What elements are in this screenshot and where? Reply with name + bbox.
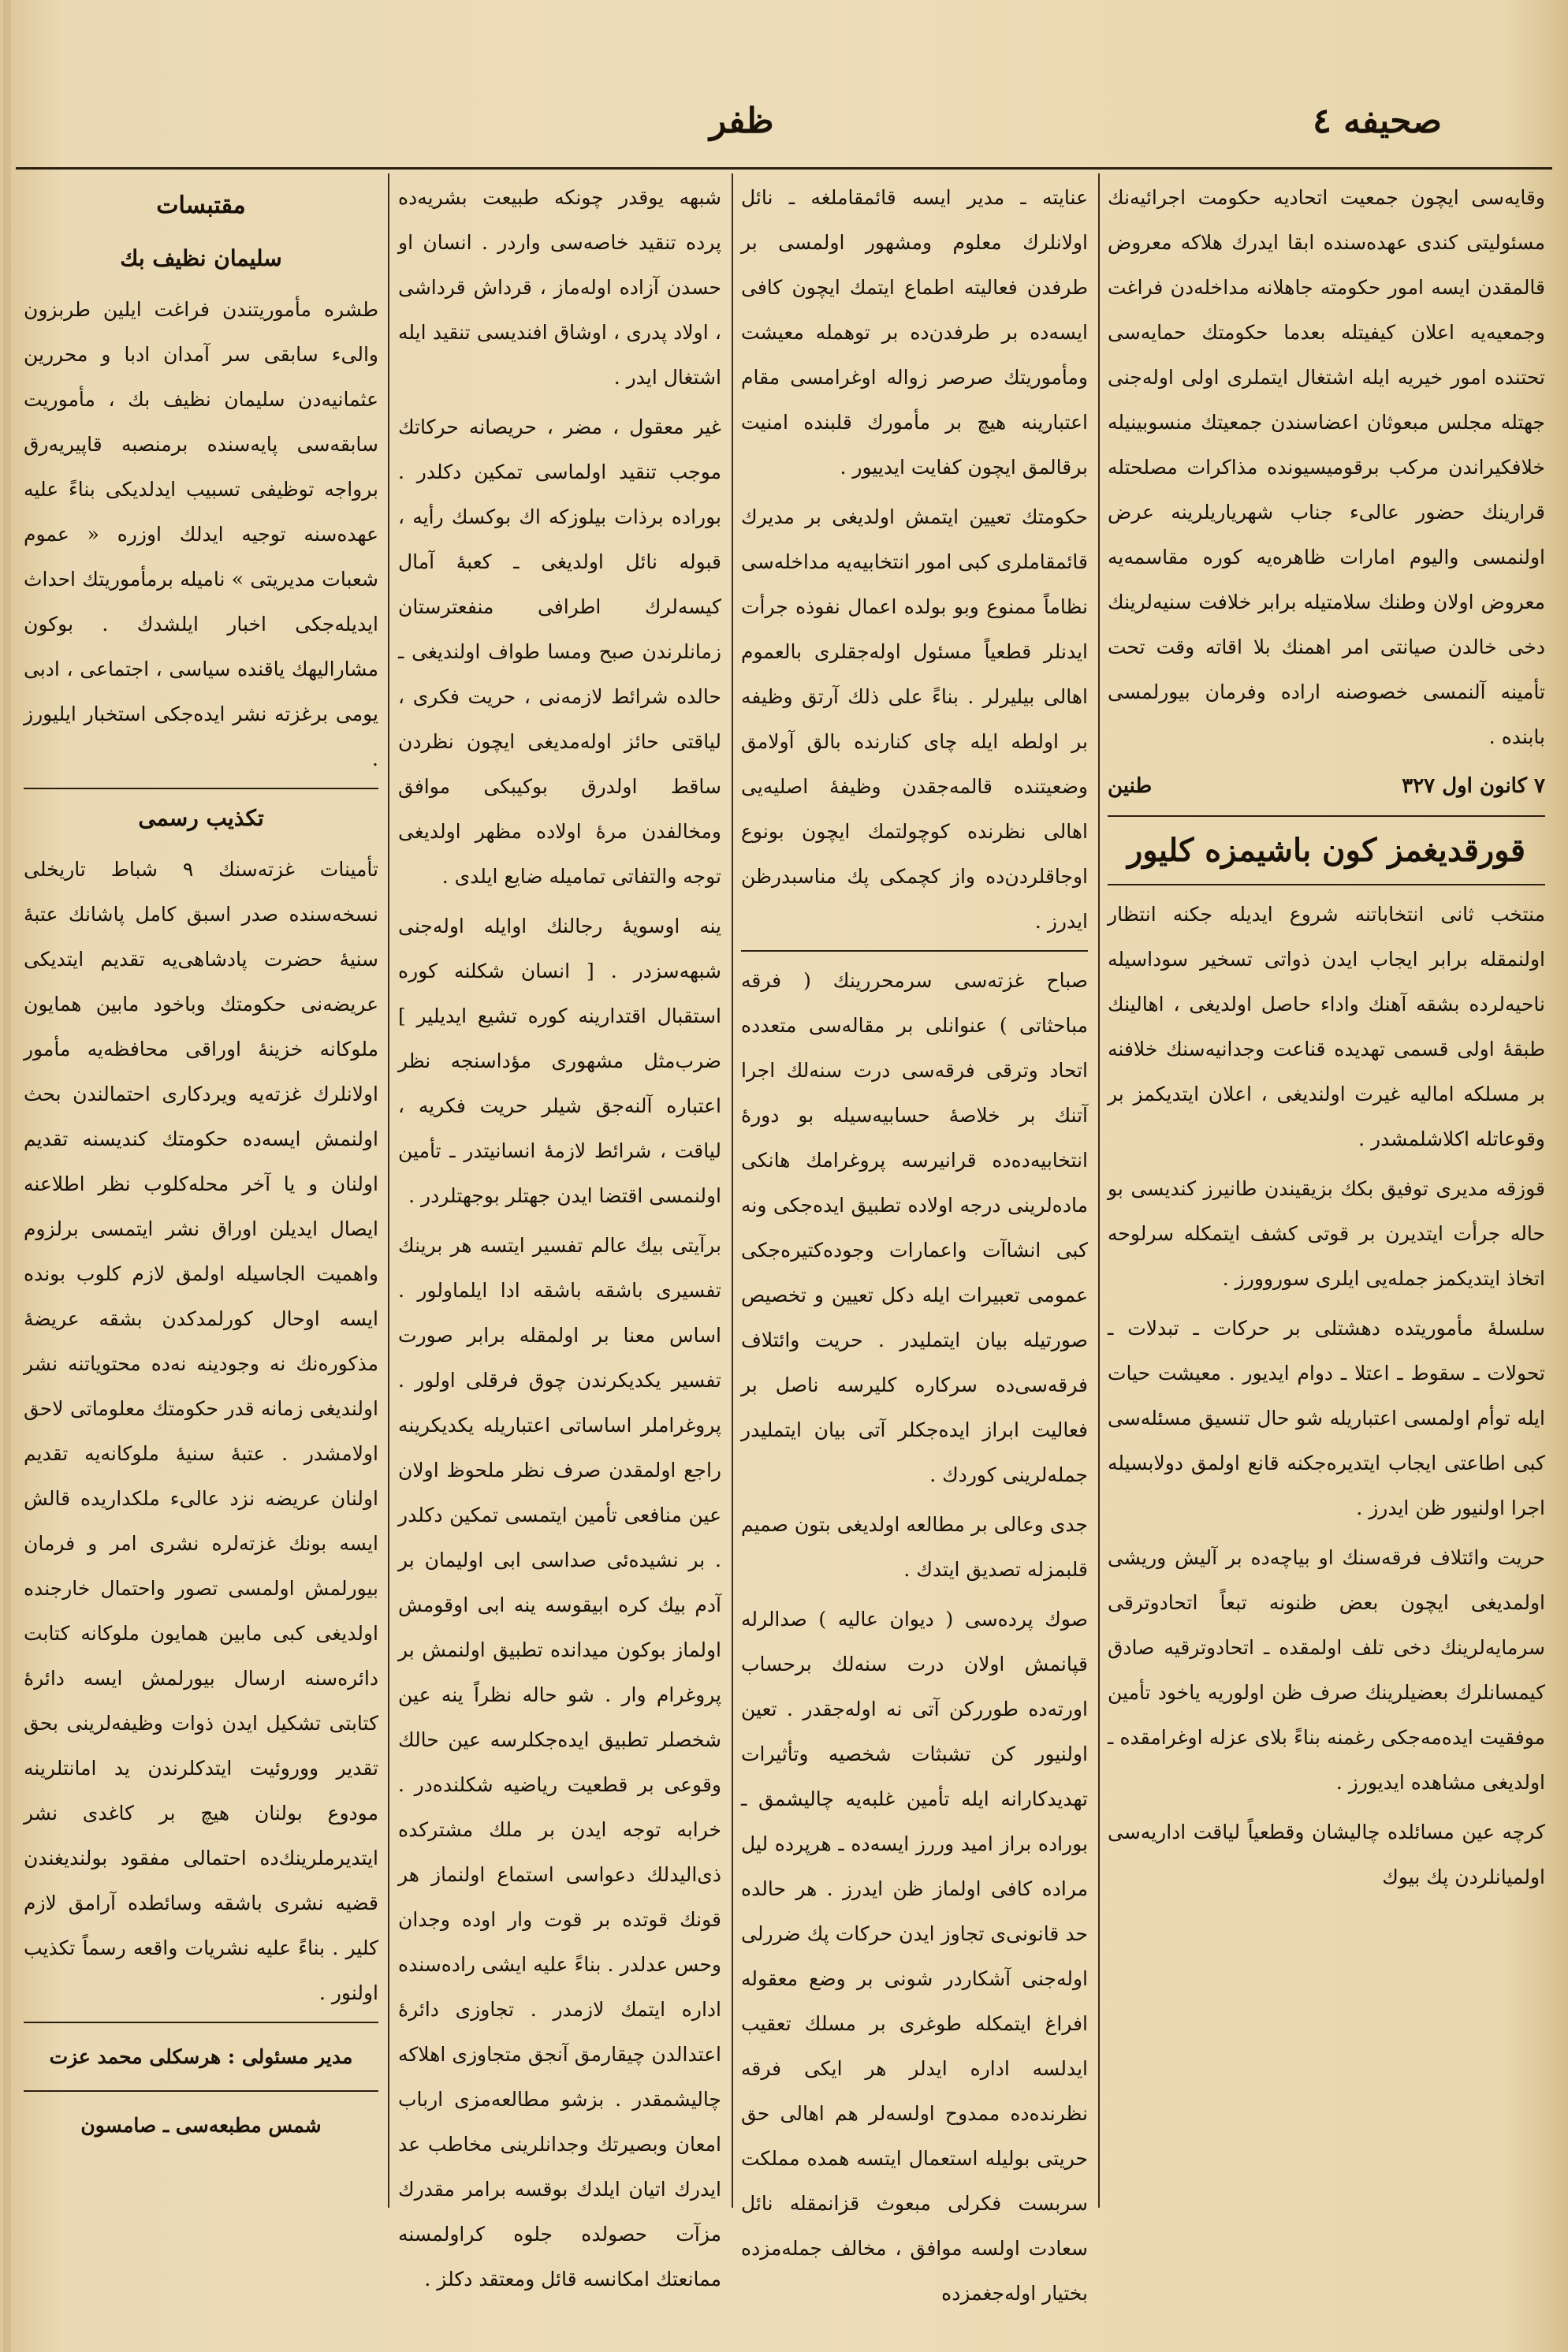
section-rule — [24, 788, 378, 789]
column-4 — [24, 175, 378, 2159]
article-paragraph: تأمینات غزته‌سنك ۹ شباط تاریخلی نسخه‌سنده صدر اسبق کامل پاشانك عتبهٔ سنیهٔ حضرت پادشاهی‌یه تقدیم ایتدیکی عریضه‌نی حکومتك وباخود مابین همایون ملوکانه خزینهٔ اوراقی محافظه‌یه مأمور اولانلرك غزته‌یه ویردکاری احتمالندن بحث اولنمش ایسه‌ده حکومتك کندیسنه تقدیم اولنان و یا آخر محله‌کلوب نظر اطلاعنه ایصال ایدیلن اوراق نشر ایتمسی برلزوم واهمیت الجاسیله اولمق لازم کلوب بونده ایسه اوحال کورلمدکدن بشقه عریضهٔ مذکوره‌نك نه وجودینه نه‌ده محتویاتنه نشر اولندیغی زمانه قدر حکومتك معلوماتی لاحق اولامشدر . عتبهٔ سنیهٔ ملوکانه‌یه تقدیم اولنان عریضه نزد عالی‌ء ملکداریده قالش ایسه بونك غزته‌لره نشری امر و فرمان بیورلمش اولمسی تصور واحتمال خارجنده اولدیغی کبی مابین همایون ملوکانه کتابت دائره‌سنه ارسال بیورلمش ایسه دائرهٔ کتابتی تشکیل ایدن ذوات وظیفه‌لرینی بحق تقدیر ووروئیت ایتدکلرندن ید امانتلرینه مودوع بولنان هیچ بر کاغدی نشر ایتدیرملرینك‌ده احتمالی مفقود بولندیغندن قضیه نشری باشقه وسائطده آرامق لازم کلیر . بناءً علیه نشریات واقعه رسماً تکذیب اولنور . — [24, 858, 378, 2004]
article-headline: قورقدیغمز کون باشیمزه کلیور — [1127, 832, 1526, 869]
column-divider — [388, 173, 389, 2208]
article-headline: تکذیب رسمی — [138, 805, 264, 831]
column-1 — [1108, 175, 1545, 1904]
article-paragraph: وقایه‌سی ایچون جمعیت اتحادیه حکومت اجرائیه‌نك مسئولیتی کندی عهده‌سنده ابقا ایدرك هلاکه معروض قالمقدن ایسه امور حکومته جاهلانه مداخله‌دن فراغت وجمعیه‌یه اعلان کیفیتله بعدما حکومتك حمایه‌سی تحتنده امور خیریه ایله اشتغال ایتملری اولی اوله‌جنی جهتله مجلس مبعوثان اعضاسندن جمعیتك منسوبینیله خلافکیراندن مرکب برقومیسیونده مذاکرات مصلحتله قرارینك حضور عالی‌ء جناب شهریاریلرینه عرض اولنمسی والیوم امارات ظاهره‌یه کوره مقاسمه‌یه معروض اولان وطنك سلامتیله برابر خلافت سنیه‌لرینك دخی خالدن صیانتی امر اهمنك بلا اقاته وقت تحت تأمینه آلنمسی خصوصنه اراده وفرمان بیورلمسی بابنده . — [1108, 186, 1545, 748]
responsible-editor: مدیر مسئولی : هرسکلی محمد عزت — [49, 2045, 353, 2068]
article-paragraph: قوزقه مدیری توفیق بکك بزیقیندن طانیرز کندیسی بو حاله جرأت ایتدیرن بر قوتی کشف ایتمکله سرلوحه اتخاذ ایتدیکمز جمله‌یی ایلری سوروورز . — [1108, 1177, 1545, 1290]
header-rule — [16, 167, 1552, 170]
section-rule — [24, 2022, 378, 2023]
article-headline: سلیمان نظیف بك — [120, 245, 282, 271]
date-text: ۷ کانون اول ۳۲۷ — [1402, 774, 1545, 798]
section-heading: مقتبسات — [156, 192, 246, 219]
section-rule — [1108, 884, 1545, 885]
newspaper-title: ظفر — [710, 101, 774, 141]
article-paragraph: شبهه یوقدر چونکه طبیعت بشریه‌ده پرده تنقید خاصه‌سی واردر . انسان او حسدن آزاده اوله‌ماز ، قرداش قرداشی ، اولاد پدری ، اوشاق افندیسی تنقید ایله اشتغال ایدر . — [398, 186, 721, 389]
article-paragraph: طشره مأموریتندن فراغت ایلین طربزون والی‌ء سابقی سر آمدان ادبا و محررین عثمانیه‌دن سلیمان نظیف بك ، مأموریت سابقه‌سی پایه‌سنده برمنصبه قاپیریه‌رق برواجه توظیفی تسبیب ایدلدیکی بناءً علیه عهده‌سنه توجیه ایدلك اوزره « عموم شعبات مدیریتی » نامیله برمأموریتك احداث ایدیله‌جکی اخبار ایلشدك . بوکون مشارالیهك یاقنده سیاسی ، اجتماعی ، ادبی یومی برغزته نشر ایده‌جکی استخبار ایلیورز . — [24, 298, 378, 770]
article-paragraph: حکومتك تعیین ایتمش اولدیغی بر مدیرك قائمقاملری کبی امور انتخابیه‌یه مداخله‌سی نظاماً ممنوع وبو بولده اعمال نفوذه جرأت ایدنلر قطعیاً مسئول اوله‌جقلری بالعموم اهالی بیلیرلر . بناءً علی ذلك آرتق وظیفه بر اولطه ایله چای کنارنده بالق آولامق وضعیتنده قالمه‌جقدن وظیفهٔ اصلیه‌یی اهالی نظرنده کوچولتمك ایچون بونوع اوجاقلردن‌ده واز کچمکی پك مناسبدرظن ایدرز . — [741, 505, 1088, 933]
article-paragraph: سلسلهٔ مأموریتده دهشتلی بر حرکات ـ تبدلات ـ تحولات ـ سقوط ـ اعتلا ـ دوام ایدیور . معیشت حیات ایله توأم اولمسی اعتباریله شو حال تنسیق مسئله‌سی کبی اطاعتی ایجاب ایتدیره‌جکنه قانع اولمق دولابسیله اجرا اولنیور ظن ایدرز . — [1108, 1317, 1545, 1519]
article-paragraph: ینه اوسویهٔ رجالنك اوایله اوله‌جنی شبهه‌سزدر . [ انسان شکلنه کوره استقبال اقتدارینه کوره تشیع ایدیلیر ] ضرب‌مثل مشهوری مؤداسنجه نظر اعتباره آلنه‌جق شیلر حریت فکریه ، لیاقت ، شرائط لازمهٔ انسانیتدر ـ تأمین اولنمسی اقتضا ایدن جهتلر بوجهتلردر . — [398, 915, 721, 1207]
column-3 — [398, 175, 721, 2306]
source-text: طنین — [1108, 774, 1153, 798]
article-paragraph: صوك پرده‌سی ( دیوان عالیه ) صدالرله قپانمش اولان درت سنه‌لك برحساب اورته‌ده طوررکن آتی نه اوله‌جقدر . تعین اولنیور کن تشبثات شخصیه وتأثیرات تهدیدکارانه ایله تأمین غلبه‌یه چالیشمق ـ بوراده براز امید وررز ایسه‌ده ـ هرپرده لیل مراده کافی اولماز ظن ایدرز . هر حالده حد قانونی‌ی تجاوز ایدن حرکات پك ضررلی اوله‌جنی آشکاردر شونی بر وضع معقوله افراغ ایتمکله طوغری بر مسلك تعقیب ایدلسه اداره ایدلر هر ایکی فرقه نظرنده‌ده ممدوح اولسه‌لر هم اهالی حق حریتی بولیله استعمال ایتسه همده مملکت سربست فکرلی مبعوث قزانمقله نائل سعادت اولسه موافق ، مخالف جمله‌مزده بختیار اوله‌جغمزده — [741, 1608, 1088, 2305]
article-paragraph: منتخب ثانی انتخاباتنه شروع ایدیله جکنه انتظار اولنمقله برابر ایجاب ایدن ذواتی تسخیر سوداسیله ناحیه‌لرده بشقه آهنك واداء حاصل اولدیغی ، اهالینك طبقهٔ اولی قسمی تهدیده قناعت وجدانیه‌سنك خلافنه بر مسلکه امالیه غیرت اولندیغی ، اعلان ایتدیکمز بر وقوعاتله اکلاشلمشدر . — [1108, 903, 1545, 1150]
page-number-label: صحیفه ٤ — [1313, 101, 1442, 141]
section-rule — [1108, 815, 1545, 817]
article-paragraph: برآیتی بیك عالم تفسیر ایتسه هر برینك تفسیری باشقه باشقه ادا ایلماولور . اساس معنا بر اولمقله برابر صورت تفسیر یکدیکرندن چوق فرقلی اولور . پروغراملر اساساتی اعتباریله یکدیکرینه راجع اولمقدن صرف نظر ملحوظ اولان عین منافعی تأمین ایتمسی تمکین دکلدر . بر نشیده‌ئی صداسی ابی اولیمان بر آدم بیك کره ابیقوسه ینه ابی اوقومش اولماز بوکون میدانده تطبیق اولنمش بر پروغرام وار . شو حاله نظراً ینه عین شخصلر تطبیق ایده‌جکلرسه عین حالك وقوعی بر قطعیت ریاضیه شکلنده‌در . خرابه توجه ایدن بر ملك مشترکده ذی‌الیدلك دعواسی استماع اولنماز هر قونك قوتده بر قوت وار اوده وجدان وحس عدلدر . بناءً علیه ایشی راده‌سنده اداره ایتمك لازمدر . تجاوزی دائرهٔ اعتدالدن چیقارمق آنجق متجاوزی اهلاکه چالیشمقدر . بزشو مطالعه‌مزی ارباب امعان وبصیرتك وجدانلرینی مخاطب عد ایدرك اتیان ایلدك بوقسه برامر مقدرك مزآت حصولده جلوه کراولمسنه ممانعتك امکانسه قائل ومعتقد دکلز . — [398, 1234, 721, 2290]
section-rule — [24, 2090, 378, 2092]
article-paragraph: کرچه عین مسائلده چالیشان وقطعیاً لیاقت اداریه‌سی اولمیانلردن پك بیوك — [1108, 1821, 1545, 1888]
column-divider — [1098, 173, 1100, 2208]
dateline — [1108, 764, 1545, 809]
printer-imprint: شمس مطبعه‌سی ـ صامسون — [80, 2114, 322, 2137]
article-paragraph: جدی وعالی بر مطالعه اولدیغی بتون صمیم قلبمزله تصدیق ایتدك . — [741, 1513, 1088, 1581]
column-divider — [732, 173, 733, 2208]
section-rule — [741, 950, 1088, 952]
article-paragraph: صباح غزته‌سی سرمحررینك ( فرقه مباحثاتی ) عنوانلی بر مقاله‌سی متعدده اتحاد وترقی فرقه‌سی درت سنه‌لك اجرا آتنك بر خلاصهٔ حسابیه‌سیله بو دورهٔ انتخابیه‌ده‌ده قرانیرسه پروغرامك هانکی ماده‌لرینی درجه اولاده تطبیق ایده‌جکی ونه کبی انشاآت واعمارات وجوده‌کتیره‌جکی عمومی تعبیرات ایله دکل تعیین و تخصیص صورتیله بیان ایتملیدر . حریت وائتلاف فرقه‌سی‌ده سرکاره کلیرسه ناصل بر فعالیت ابراز ایده‌جکلر آتی بیان ایتملیدر جمله‌لرینی کوردك . — [741, 969, 1088, 1486]
article-paragraph: غیر معقول ، مضر ، حریصانه حرکاتك موجب تنقید اولماسی تمکین دکلدر . بوراده برذات بیلوزکه اك بوکسك رأیه ، قبوله نائل اولدیغی ـ کعبهٔ آمال کیسه‌لرك اطرافی منفعترستان زمانلرندن صبح ومسا طواف اولندیغی ـ حالده شرائط لازمه‌نی ، حریت فکری ، لیاقتی حائز اوله‌مدیغی ایچون نظردن ساقط اولدرق بوکیبکی موافق ومخالفدن مرهٔ اولاده مظهر اولدیغی توجه والتفاتی تمامیله ضایع ایلدی . — [398, 416, 721, 888]
column-2 — [741, 175, 1088, 2320]
page-edge-shadow — [3, 0, 11, 2352]
article-paragraph: عنایته ـ مدیر ایسه قائمقاملغه ـ نائل اولانلرك معلوم ومشهور اولمسی بر طرفدن فعالیته اطماع ایتمك ایچون کافی ایسه‌ده بر طرفدن‌ده بر توهمله معیشت ومأموریتك صرصر زواله اوغرامسی مقام اعتبارینه هیچ بر مأمورك قلبنده امنیت برقالمق ایچون کفایت ایدییور . — [741, 186, 1088, 479]
article-paragraph: حریت وائتلاف فرقه‌سنك او بیاچه‌ده بر آلیش وریشی اولمدیغی ایچون بعض ظنونه تبعاً اتحادوترقی سرمایه‌لرینك دخی تلف اولمقده ـ اتحادوترقیه صادق کیمسانلرك بعضیلرینك صرف ظن اولوریه یاخود تأمین موفقیت ایده‌مه‌جکی رغمنه بناءً بلای عزله اوغرامقده ـ اولدیغی مشاهده ایدیورز . — [1108, 1546, 1545, 1794]
